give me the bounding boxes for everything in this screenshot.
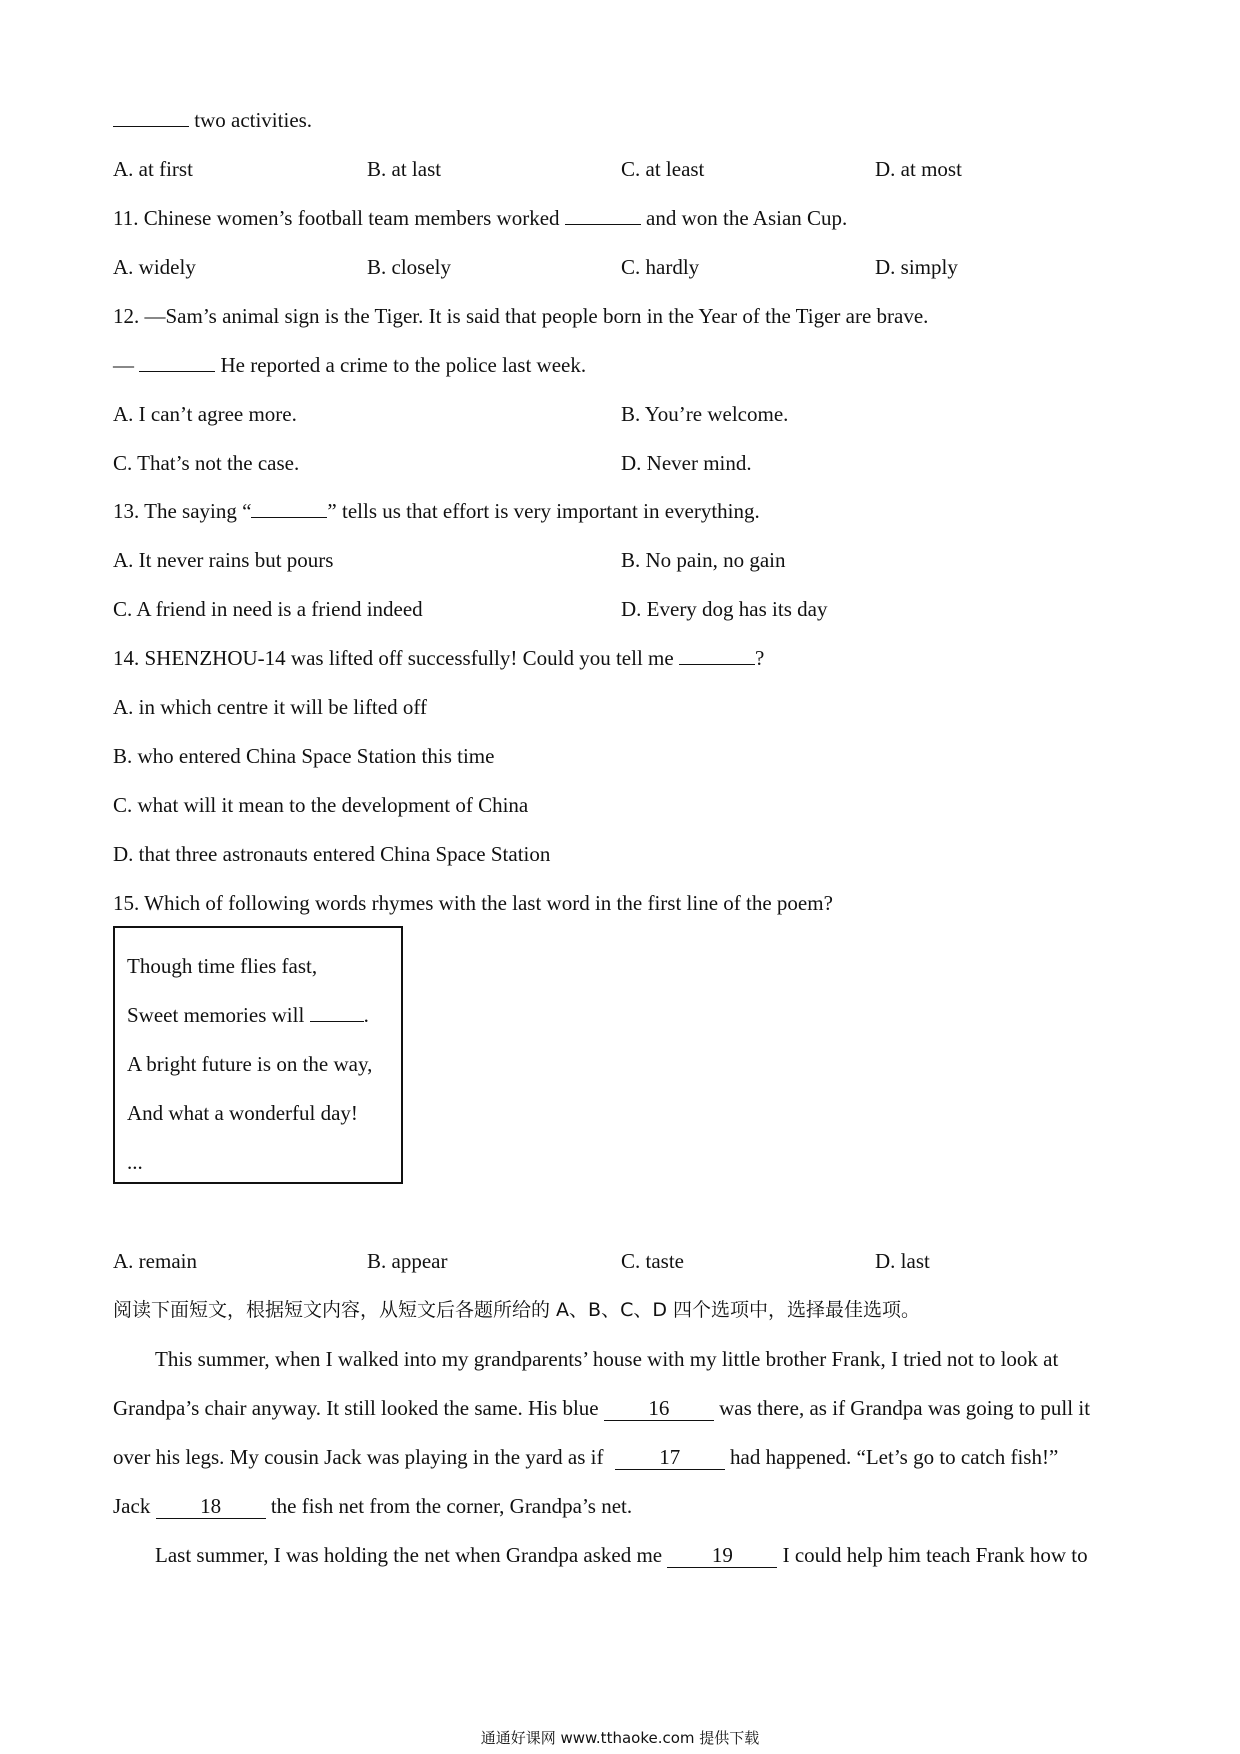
cloze-p2-line-1-before: Last summer, I was holding the net when Grandpa asked me — [155, 1543, 663, 1567]
q11-option-d: D. simply — [875, 255, 958, 279]
page-footer: 通通好课网 www.tthaoke.com 提供下载 — [480, 1729, 760, 1747]
q13-option-d: D. Every dog has its day — [621, 597, 828, 621]
q14-stem-after: ? — [754, 646, 765, 670]
q11-option-a: A. widely — [113, 255, 196, 279]
q12-dash: — — [113, 353, 134, 377]
poem-line-3: A bright future is on the way, — [127, 1052, 373, 1076]
cloze-instruction: 阅读下面短文，根据短文内容，从短文后各题所给的 A、B、C、D 四个选项中，选择最佳选项。 — [113, 1299, 921, 1321]
answer-blank — [565, 204, 641, 225]
cloze-p1-line-4 — [113, 1492, 632, 1520]
q13-stem-before: 13. The saying “ — [113, 499, 252, 523]
cloze-p1-line-2-before: Grandpa’s chair anyway. It still looked the same. His blue — [113, 1396, 599, 1420]
answer-blank — [310, 1001, 364, 1022]
q12-response — [113, 351, 586, 379]
cloze-p1-line-4-before: Jack — [113, 1494, 151, 1518]
q15-stem: 15. Which of following words rhymes with the last word in the first line of the poem? — [113, 891, 833, 915]
answer-blank — [679, 644, 755, 665]
q10-tail-line — [113, 106, 312, 134]
q11-option-b: B. closely — [367, 255, 451, 279]
q12-stem: 12. —Sam’s animal sign is the Tiger. It is said that people born in the Year of the Tiger are brave. — [113, 304, 929, 328]
q13-stem-after: ” tells us that effort is very important in everything. — [327, 499, 760, 523]
q14-option-d: D. that three astronauts entered China Space Station — [113, 842, 551, 866]
cloze-p1-line-1: This summer, when I walked into my grandparents’ house with my little brother Frank, I tried not to look at — [155, 1347, 1059, 1371]
cloze-p1-line-3-before: over his legs. My cousin Jack was playing in the yard as if — [113, 1445, 604, 1469]
cloze-p1-line-2-after: was there, as if Grandpa was going to pull it — [719, 1396, 1091, 1420]
cloze-p1-line-4-after: the fish net from the corner, Grandpa’s net. — [270, 1494, 633, 1518]
q13-stem — [113, 497, 760, 525]
answer-blank — [113, 106, 189, 127]
q15-option-d: D. last — [875, 1249, 930, 1273]
q11-option-c: C. hardly — [621, 255, 700, 279]
cloze-blank-16: 16 — [604, 1396, 714, 1421]
poem-line-5: ... — [127, 1150, 143, 1174]
answer-blank — [139, 351, 215, 372]
poem-box — [113, 926, 403, 1184]
q10-tail-text: two activities. — [194, 108, 313, 132]
q15-option-b: B. appear — [367, 1249, 448, 1273]
q13-option-b: B. No pain, no gain — [621, 548, 786, 572]
cloze-p1-line-3 — [113, 1443, 1058, 1471]
q14-option-b: B. who entered China Space Station this time — [113, 744, 495, 768]
poem-line-2-after: . — [363, 1003, 369, 1027]
cloze-p2-line-1 — [155, 1541, 1088, 1569]
q11-stem-after: and won the Asian Cup. — [646, 206, 848, 230]
q12-option-c: C. That’s not the case. — [113, 451, 300, 475]
cloze-p2-line-1-after: I could help him teach Frank how to — [782, 1543, 1088, 1567]
cloze-p1-line-2 — [113, 1394, 1090, 1422]
cloze-p1-line-3-after: had happened. “Let’s go to catch fish!” — [730, 1445, 1059, 1469]
q10-option-c: C. at least — [621, 157, 705, 181]
answer-blank — [251, 497, 327, 518]
q12-response-after: He reported a crime to the police last week. — [220, 353, 587, 377]
poem-line-4: And what a wonderful day! — [127, 1101, 358, 1125]
q14-option-c: C. what will it mean to the development of China — [113, 793, 529, 817]
q12-option-a: A. I can’t agree more. — [113, 402, 297, 426]
cloze-blank-18: 18 — [156, 1494, 266, 1519]
q10-option-a: A. at first — [113, 157, 193, 181]
poem-line-1: Though time flies fast, — [127, 954, 318, 978]
q13-option-c: C. A friend in need is a friend indeed — [113, 597, 423, 621]
q11-stem-before: 11. Chinese women’s football team members worked — [113, 206, 560, 230]
poem-line-2 — [127, 1001, 369, 1029]
q12-option-b: B. You’re welcome. — [621, 402, 789, 426]
q14-option-a: A. in which centre it will be lifted off — [113, 695, 427, 719]
q15-option-a: A. remain — [113, 1249, 197, 1273]
q13-option-a: A. It never rains but pours — [113, 548, 334, 572]
q14-stem — [113, 644, 764, 672]
cloze-blank-19: 19 — [667, 1543, 777, 1568]
q14-stem-before: 14. SHENZHOU-14 was lifted off successfully! Could you tell me — [113, 646, 674, 670]
q10-option-b: B. at last — [367, 157, 442, 181]
cloze-blank-17: 17 — [615, 1445, 725, 1470]
q12-option-d: D. Never mind. — [621, 451, 752, 475]
poem-line-2-before: Sweet memories will — [127, 1003, 305, 1027]
q10-option-d: D. at most — [875, 157, 962, 181]
q11-stem — [113, 204, 847, 232]
q15-option-c: C. taste — [621, 1249, 684, 1273]
